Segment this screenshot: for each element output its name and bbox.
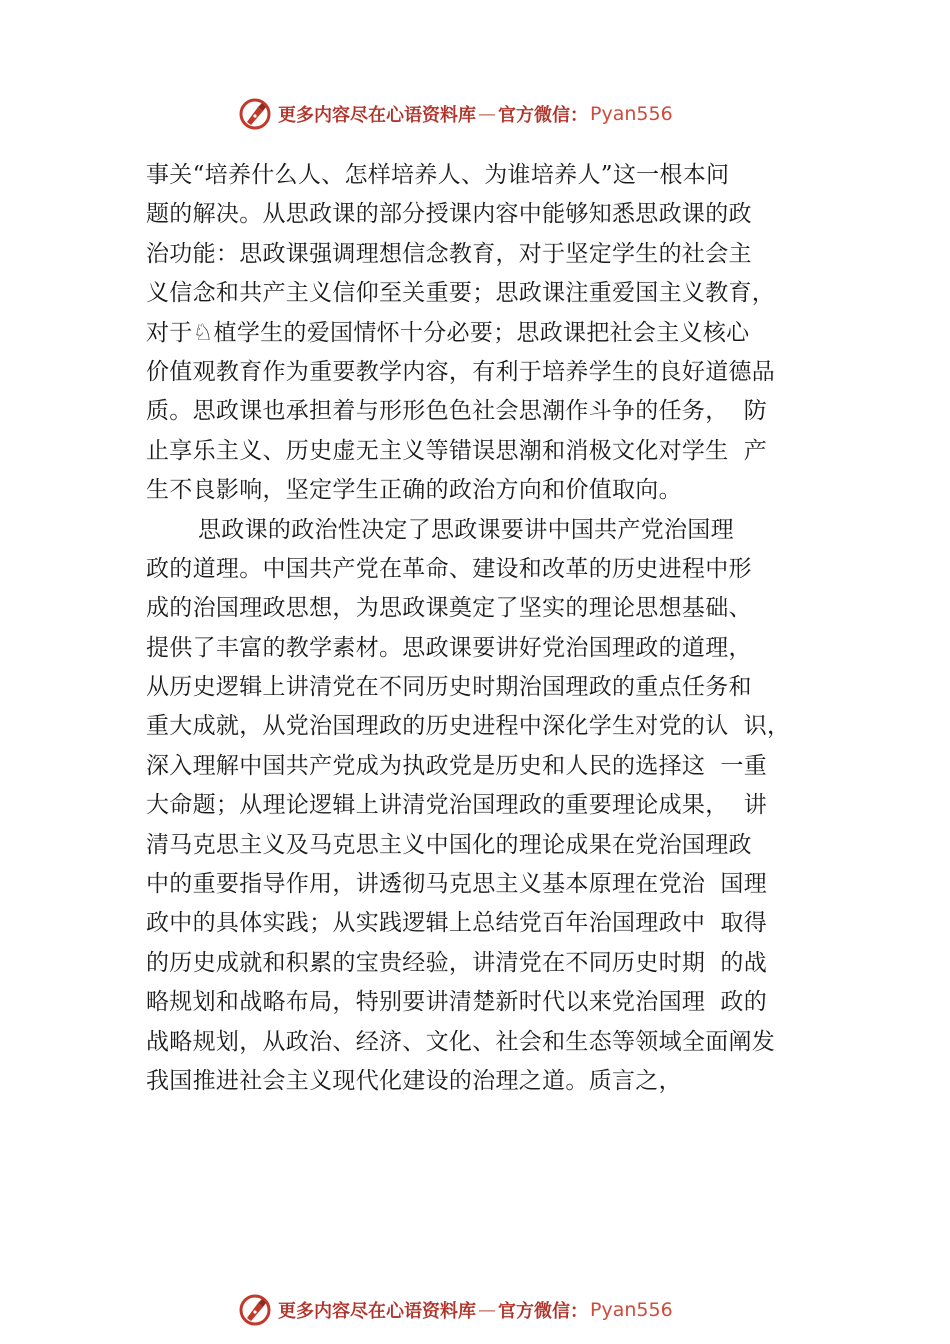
text-line: 成的治国理政思想，为思政课奠定了坚实的理论思想基础、	[146, 595, 752, 622]
footer-wechat-label: 官方微信：	[498, 1301, 588, 1322]
footer-title: 更多内容尽在心语资料库	[278, 1301, 476, 1322]
pen-nib-logo-icon	[238, 97, 272, 131]
text-line: 治功能：思政课强调理想信念教育，对于坚定学生的社会主	[146, 240, 752, 267]
paragraph-start-line: 思政课的政治性决定了思政课要讲中国共产党治国理	[198, 516, 734, 543]
text-line: 从历史逻辑上讲清党在不同历史时期治国理政的重点任务和	[146, 674, 752, 701]
footer-wechat-id: Pyan556	[590, 1299, 673, 1321]
text-line: 义信念和共产主义信仰至关重要；思政课注重爱国主义教育，	[146, 280, 776, 307]
text-line: 深入理解中国共产党成为执政党是历史和人民的选择这 一重	[146, 752, 768, 779]
text-line: 略规划和战略布局，特别要讲清楚新时代以来党治国理 政的	[146, 989, 768, 1016]
text-line: 提供了丰富的教学素材。思政课要讲好党治国理政的道理，	[146, 634, 752, 661]
header-wechat-id: Pyan556	[590, 103, 673, 125]
document-body	[146, 156, 836, 1101]
text-line: 重大成就，从党治国理政的历史进程中深化学生对党的认 识，	[146, 713, 791, 740]
footer-banner	[238, 1290, 673, 1330]
text-line: 中的重要指导作用，讲透彻马克思主义基本原理在党治 国理	[146, 871, 768, 898]
text-line: 我国推进社会主义现代化建设的治理之道。质言之，	[146, 1067, 682, 1094]
text-line: 政中的具体实践；从实践逻辑上总结党百年治国理政中 取得	[146, 910, 768, 937]
header-separator: —	[478, 103, 496, 125]
text-line: 题的解决。从思政课的部分授课内容中能够知悉思政课的政	[146, 201, 752, 228]
text-line: 对于♘植学生的爱国情怀十分必要；思政课把社会主义核心	[146, 319, 750, 346]
footer-separator: —	[478, 1299, 496, 1321]
text-line: 战略规划，从政治、经济、文化、社会和生态等领域全面阐发	[146, 1028, 776, 1055]
header-wechat-label: 官方微信：	[498, 105, 588, 126]
text-line: 清马克思主义及马克思主义中国化的理论成果在党治国理政	[146, 831, 752, 858]
text-line: 止享乐主义、历史虚无主义等错误思潮和消极文化对学生 产	[146, 437, 768, 464]
pen-nib-logo-icon	[238, 1293, 272, 1327]
header-banner	[238, 94, 673, 134]
text-line: 政的道理。中国共产党在革命、建设和改革的历史进程中形	[146, 555, 752, 582]
text-line: 的历史成就和积累的宝贵经验，讲清党在不同历史时期 的战	[146, 949, 768, 976]
text-line: 价值观教育作为重要教学内容，有利于培养学生的良好道德品	[146, 358, 776, 385]
text-line: 质。思政课也承担着与形形色色社会思潮作斗争的任务， 防	[146, 398, 768, 425]
text-line: 事关“培养什么人、怎样培养人、为谁培养人”这一根本问	[146, 162, 730, 188]
header-title: 更多内容尽在心语资料库	[278, 105, 476, 126]
text-line: 大命题；从理论逻辑上讲清党治国理政的重要理论成果， 讲	[146, 792, 768, 819]
text-line: 生不良影响，坚定学生正确的政治方向和价值取向。	[146, 477, 682, 504]
